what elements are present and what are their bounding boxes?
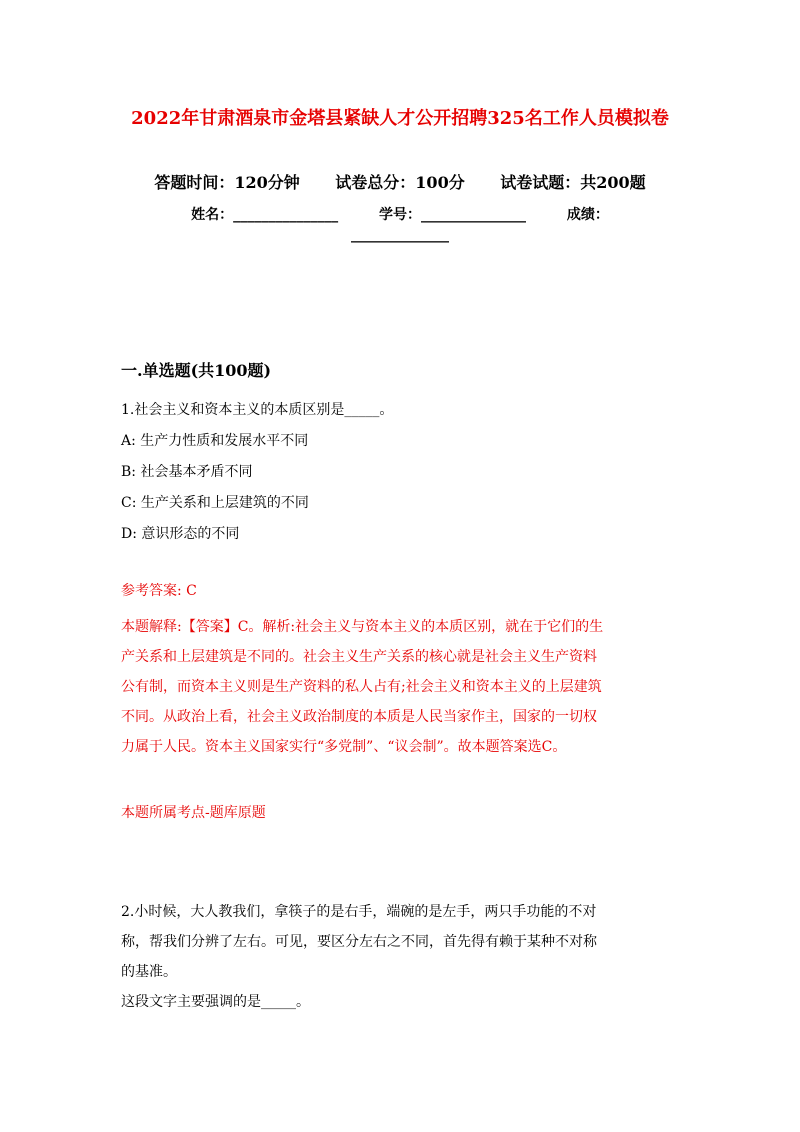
- option-d: D: 意识形态的不同: [121, 526, 240, 542]
- question-text-line: 2.小时候，大人教我们，拿筷子的是右手，端碗的是左手，两只手功能的不对: [121, 904, 597, 920]
- question-2: [121, 897, 681, 1017]
- exam-total-score: 试卷总分：100分: [335, 173, 465, 192]
- student-fields: [0, 204, 800, 224]
- name-field: 姓名：_______________: [191, 207, 339, 223]
- question-text-line: 称，帮我们分辨了左右。可见，要区分左右之不同，首先得有赖于某种不对称: [121, 934, 597, 950]
- explanation-line: 力属于人民。资本主义国家实行“多党制”、“议会制”。故本题答案选C。: [121, 739, 567, 755]
- explanation-line: 产关系和上层建筑是不同的。社会主义生产关系的核心就是社会主义生产资料: [121, 649, 597, 665]
- explanation-line: 公有制，而资本主义则是生产资料的私人占有;社会主义和资本主义的上层建筑: [121, 679, 602, 695]
- score-blank: ______________: [351, 227, 449, 243]
- option-a: A: 生产力性质和发展水平不同: [121, 433, 309, 449]
- id-field: 学号：_______________: [379, 207, 526, 223]
- score-field: 成绩：: [566, 207, 609, 223]
- question-stem: 1.社会主义和资本主义的本质区别是_____。: [121, 402, 394, 418]
- question-text-line: 这段文字主要强调的是_____。: [121, 994, 310, 1010]
- exam-meta: [0, 170, 800, 193]
- question-1: [121, 395, 681, 550]
- section-title: 一.单选题(共100题): [121, 361, 272, 380]
- question-topic: 本题所属考点-题库原题: [121, 805, 266, 821]
- explanation: [121, 612, 681, 762]
- option-b: B: 社会基本矛盾不同: [121, 464, 253, 480]
- exam-time: 答题时间：120分钟: [154, 173, 300, 192]
- explanation-line: 不同。从政治上看，社会主义政治制度的本质是人民当家作主，国家的一切权: [121, 709, 597, 725]
- explanation-line: 本题解释:【答案】C。解析:社会主义与资本主义的本质区别，就在于它们的生: [121, 619, 604, 635]
- option-c: C: 生产关系和上层建筑的不同: [121, 495, 309, 511]
- reference-answer: 参考答案: C: [121, 583, 197, 599]
- exam-title: 2022年甘肃酒泉市金塔县紧缺人才公开招聘325名工作人员模拟卷: [131, 108, 669, 129]
- question-text-line: 的基准。: [121, 964, 177, 980]
- exam-question-count: 试卷试题：共200题: [500, 173, 646, 192]
